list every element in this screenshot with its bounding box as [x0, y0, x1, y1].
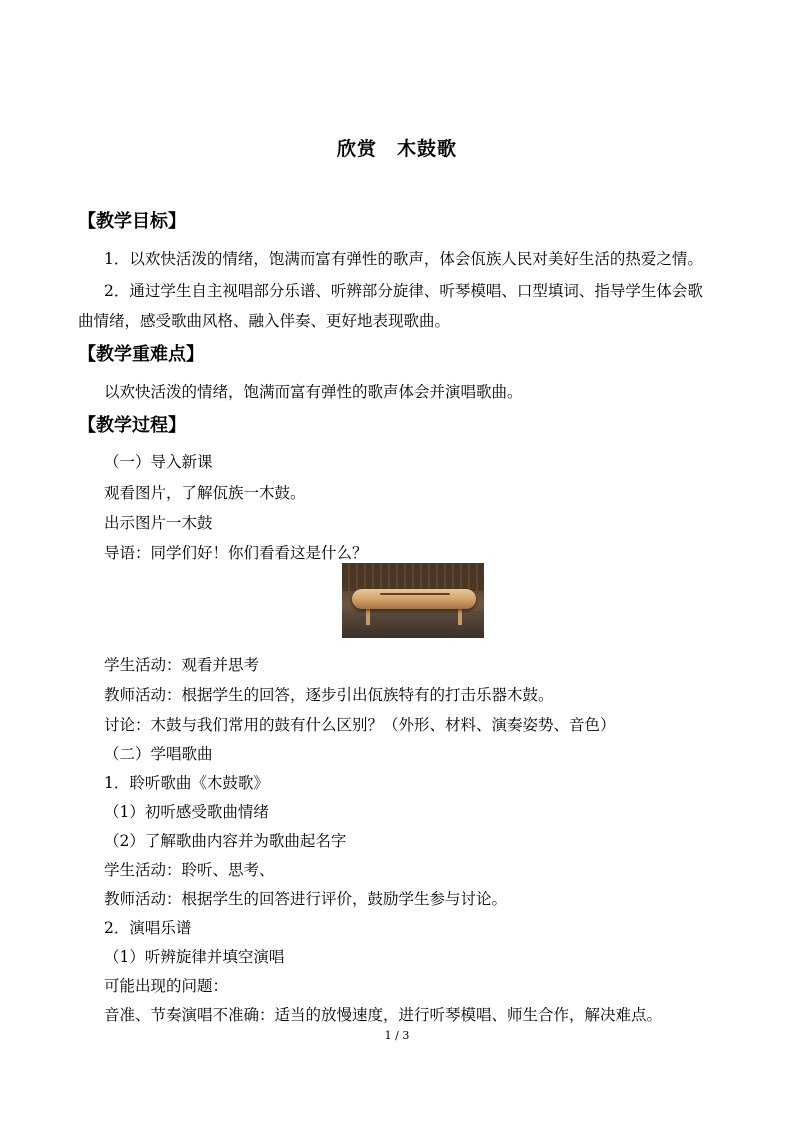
process-line: 教师活动：根据学生的回答进行评价，鼓励学生参与讨论。 [104, 890, 508, 908]
process-line: 讨论：木鼓与我们常用的鼓有什么区别？（外形、材料、演奏姿势、音色） [104, 716, 616, 734]
process-line: 导语：同学们好！你们看看这是什么？ [104, 544, 368, 562]
process-line: 音准、节奏演唱不准确：适当的放慢速度，进行听琴模唱、师生合作，解决难点。 [104, 1006, 663, 1024]
difficulty-heading: 【教学重难点】 [78, 344, 204, 365]
process-heading: 【教学过程】 [78, 415, 186, 436]
drum-slot [380, 593, 450, 595]
process-line: 1．聆听歌曲《木鼓歌》 [104, 774, 269, 792]
page-number: 1 / 3 [384, 1029, 410, 1042]
goal-2-line-1: 2．通过学生自主视唱部分乐谱、听辨部分旋律、听琴模唱、口型填词、指导学生体会歌 [104, 282, 703, 300]
step-intro-heading: （一）导入新课 [104, 453, 213, 471]
difficulty-text: 以欢快活泼的情绪，饱满而富有弹性的歌声体会并演唱歌曲。 [104, 383, 523, 401]
goal-1: 1．以欢快活泼的情绪，饱满而富有弹性的歌声，体会佤族人民对美好生活的热爱之情。 [104, 250, 703, 268]
wooden-drum-photo [342, 563, 484, 638]
process-line: 2．演唱乐谱 [104, 919, 192, 937]
process-line: （1）初听感受歌曲情绪 [104, 803, 269, 821]
process-line: 观看图片，了解佤族一木鼓。 [104, 484, 306, 502]
step-learn-heading: （二）学唱歌曲 [104, 745, 213, 763]
document-title: 欣赏 木鼓歌 [336, 138, 457, 160]
process-line: 教师活动：根据学生的回答，逐步引出佤族特有的打击乐器木鼓。 [104, 686, 554, 704]
process-line: （1）听辨旋律并填空演唱 [104, 948, 285, 966]
process-line: 学生活动：观看并思考 [104, 656, 260, 674]
process-line: 学生活动：聆听、思考、 [104, 861, 275, 879]
process-line: 可能出现的问题： [104, 977, 229, 995]
process-line: 出示图片一木鼓 [104, 514, 213, 532]
photo-ground [342, 611, 484, 638]
photo-background [342, 563, 484, 591]
goal-2-line-2: 曲情绪，感受歌曲风格、融入伴奏、更好地表现歌曲。 [78, 312, 451, 330]
process-line: （2）了解歌曲内容并为歌曲起名字 [104, 832, 347, 850]
goals-heading: 【教学目标】 [78, 211, 186, 232]
drum-log [352, 589, 476, 609]
